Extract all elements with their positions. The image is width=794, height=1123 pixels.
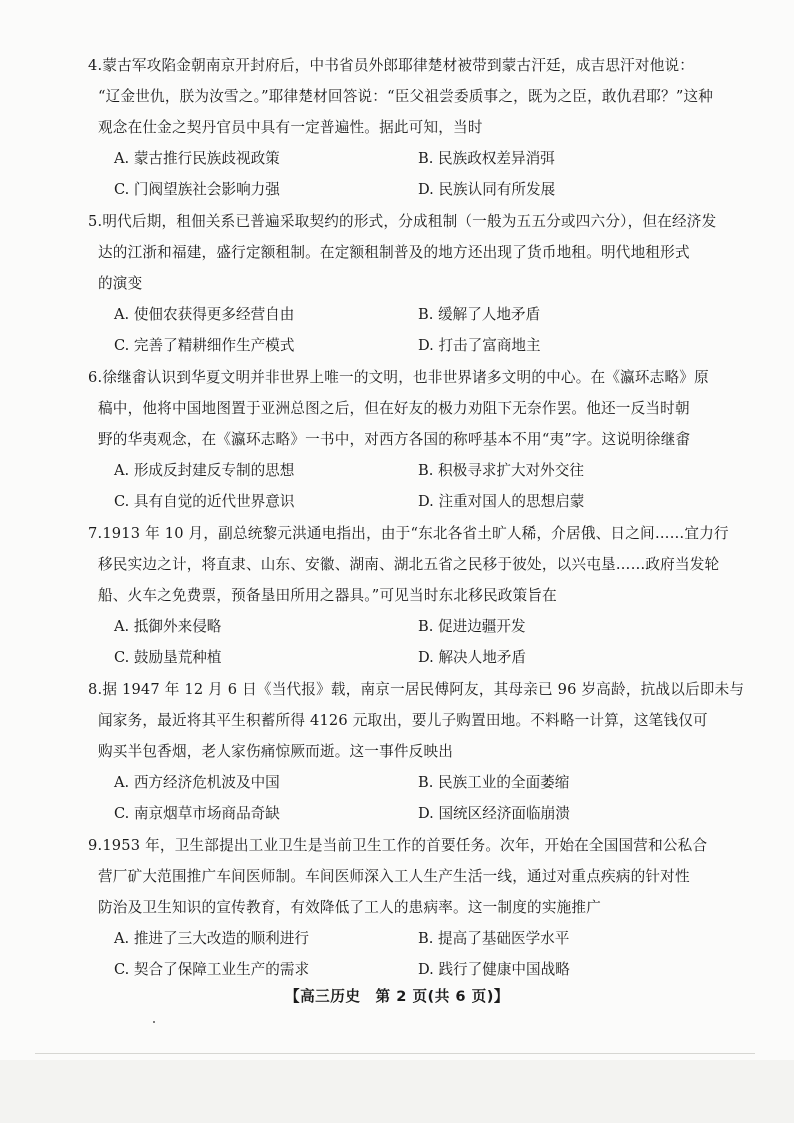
option-row [88, 299, 728, 330]
option-c[interactable]: C. 完善了精耕细作生产模式 [114, 337, 295, 354]
option-d[interactable]: D. 解决人地矛盾 [418, 649, 527, 666]
option-a[interactable]: A. 蒙古推行民族歧视政策 [114, 150, 280, 167]
option-a[interactable]: A. 使佃农获得更多经营自由 [114, 306, 295, 323]
question-5 [88, 206, 728, 361]
question-stem-line: 7.1913 年 10 月，副总统黎元洪通电指出，由于“东北各省土旷人稀，介居俄、日之间……宜力行 [88, 525, 729, 542]
question-stem-line: 野的华夷观念，在《瀛环志略》一书中，对西方各国的称呼基本不用“夷”字。这说明徐继畬 [98, 431, 691, 448]
option-c[interactable]: C. 具有自觉的近代世界意识 [114, 493, 295, 510]
question-stem-line: 闻家务，最近将其平生积蓄所得 4126 元取出，要儿子购置田地。不料略一计算，这笔钱仅可 [98, 712, 708, 729]
option-row [88, 455, 728, 486]
question-stem-line: 稿中，他将中国地图置于亚洲总图之后，但在好友的极力劝阻下无奈作罢。他还一反当时朝 [98, 400, 690, 417]
question-stem-line: 达的江浙和福建，盛行定额租制。在定额租制普及的地方还出现了货币地租。明代地租形式 [98, 244, 690, 261]
option-row [88, 798, 728, 829]
option-row [88, 611, 728, 642]
option-c[interactable]: C. 鼓励垦荒种植 [114, 649, 222, 666]
question-stem-line: 的演变 [98, 275, 143, 292]
option-a[interactable]: A. 抵御外来侵略 [114, 618, 222, 635]
option-row [88, 330, 728, 361]
option-b[interactable]: B. 民族政权差异消弭 [418, 150, 555, 167]
option-b[interactable]: B. 促进边疆开发 [418, 618, 526, 635]
question-9 [88, 830, 728, 985]
option-b[interactable]: B. 提高了基础医学水平 [418, 930, 570, 947]
option-d[interactable]: D. 打击了富商地主 [418, 337, 541, 354]
scan-speck [153, 1021, 155, 1023]
question-stem-line: “辽金世仇，朕为汝雪之。”耶律楚材回答说：“臣父祖尝委质事之，既为之臣，敢仇君耶？”这种 [98, 88, 714, 105]
option-c[interactable]: C. 南京烟草市场商品奇缺 [114, 805, 280, 822]
option-a[interactable]: A. 推进了三大改造的顺利进行 [114, 930, 309, 947]
option-c[interactable]: C. 门阀望族社会影响力强 [114, 181, 280, 198]
option-row [88, 174, 728, 205]
question-stem-line: 船、火车之免费票，预备垦田所用之器具。”可见当时东北移民政策旨在 [98, 587, 557, 604]
option-row [88, 486, 728, 517]
question-8 [88, 674, 745, 829]
option-c[interactable]: C. 契合了保障工业生产的需求 [114, 961, 310, 978]
page-bottom-edge [35, 1053, 755, 1054]
question-stem-line: 5.明代后期，租佃关系已普遍采取契约的形式，分成租制（一般为五五分或四六分），但在经济发 [88, 213, 717, 230]
question-stem-line: 防治及卫生知识的宣传教育，有效降低了工人的患病率。这一制度的实施推广 [98, 899, 601, 916]
question-7 [88, 518, 728, 673]
question-stem-line: 营厂矿大范围推广车间医师制。车间医师深入工人生产生活一线，通过对重点疾病的针对性 [98, 868, 690, 885]
option-row [88, 923, 728, 954]
option-b[interactable]: B. 缓解了人地矛盾 [418, 306, 541, 323]
option-row [88, 954, 728, 985]
question-6 [88, 362, 728, 517]
option-d[interactable]: D. 践行了健康中国战略 [418, 961, 570, 978]
question-stem-line: 4.蒙古军攻陷金朝南京开封府后，中书省员外郎耶律楚材被带到蒙古汗廷，成吉思汗对他说： [88, 57, 695, 74]
option-b[interactable]: B. 民族工业的全面萎缩 [418, 774, 570, 791]
option-d[interactable]: D. 注重对国人的思想启蒙 [418, 493, 585, 510]
option-a[interactable]: A. 西方经济危机波及中国 [114, 774, 280, 791]
question-stem-line: 移民实边之计，将直隶、山东、安徽、湖南、湖北五省之民移于彼处，以兴屯垦……政府当发轮 [98, 556, 720, 573]
option-d[interactable]: D. 民族认同有所发展 [418, 181, 556, 198]
question-stem-line: 购买半包香烟，老人家伤痛惊厥而逝。这一事件反映出 [98, 743, 454, 760]
option-d[interactable]: D. 国统区经济面临崩溃 [418, 805, 570, 822]
question-stem-line: 9.1953 年，卫生部提出工业卫生是当前卫生工作的首要任务。次年，开始在全国国营和公私合 [88, 837, 708, 854]
question-stem-line: 6.徐继畬认识到华夏文明并非世界上唯一的文明，也非世界诸多文明的中心。在《瀛环志略》原 [88, 369, 709, 386]
option-a[interactable]: A. 形成反封建反专制的思想 [114, 462, 295, 479]
option-row [88, 767, 728, 798]
question-stem-line: 观念在仕金之契丹官员中具有一定普遍性。据此可知，当时 [98, 119, 483, 136]
question-4 [88, 50, 728, 205]
option-row [88, 642, 728, 673]
option-b[interactable]: B. 积极寻求扩大对外交往 [418, 462, 584, 479]
page-footer: 【高三历史 第 2 页(共 6 页)】 [284, 988, 509, 1005]
option-row [88, 143, 728, 174]
question-stem-line: 8.据 1947 年 12 月 6 日《当代报》载，南京一居民傅阿友，其母亲已 96 岁高龄，抗战以后即未与 [88, 681, 745, 698]
